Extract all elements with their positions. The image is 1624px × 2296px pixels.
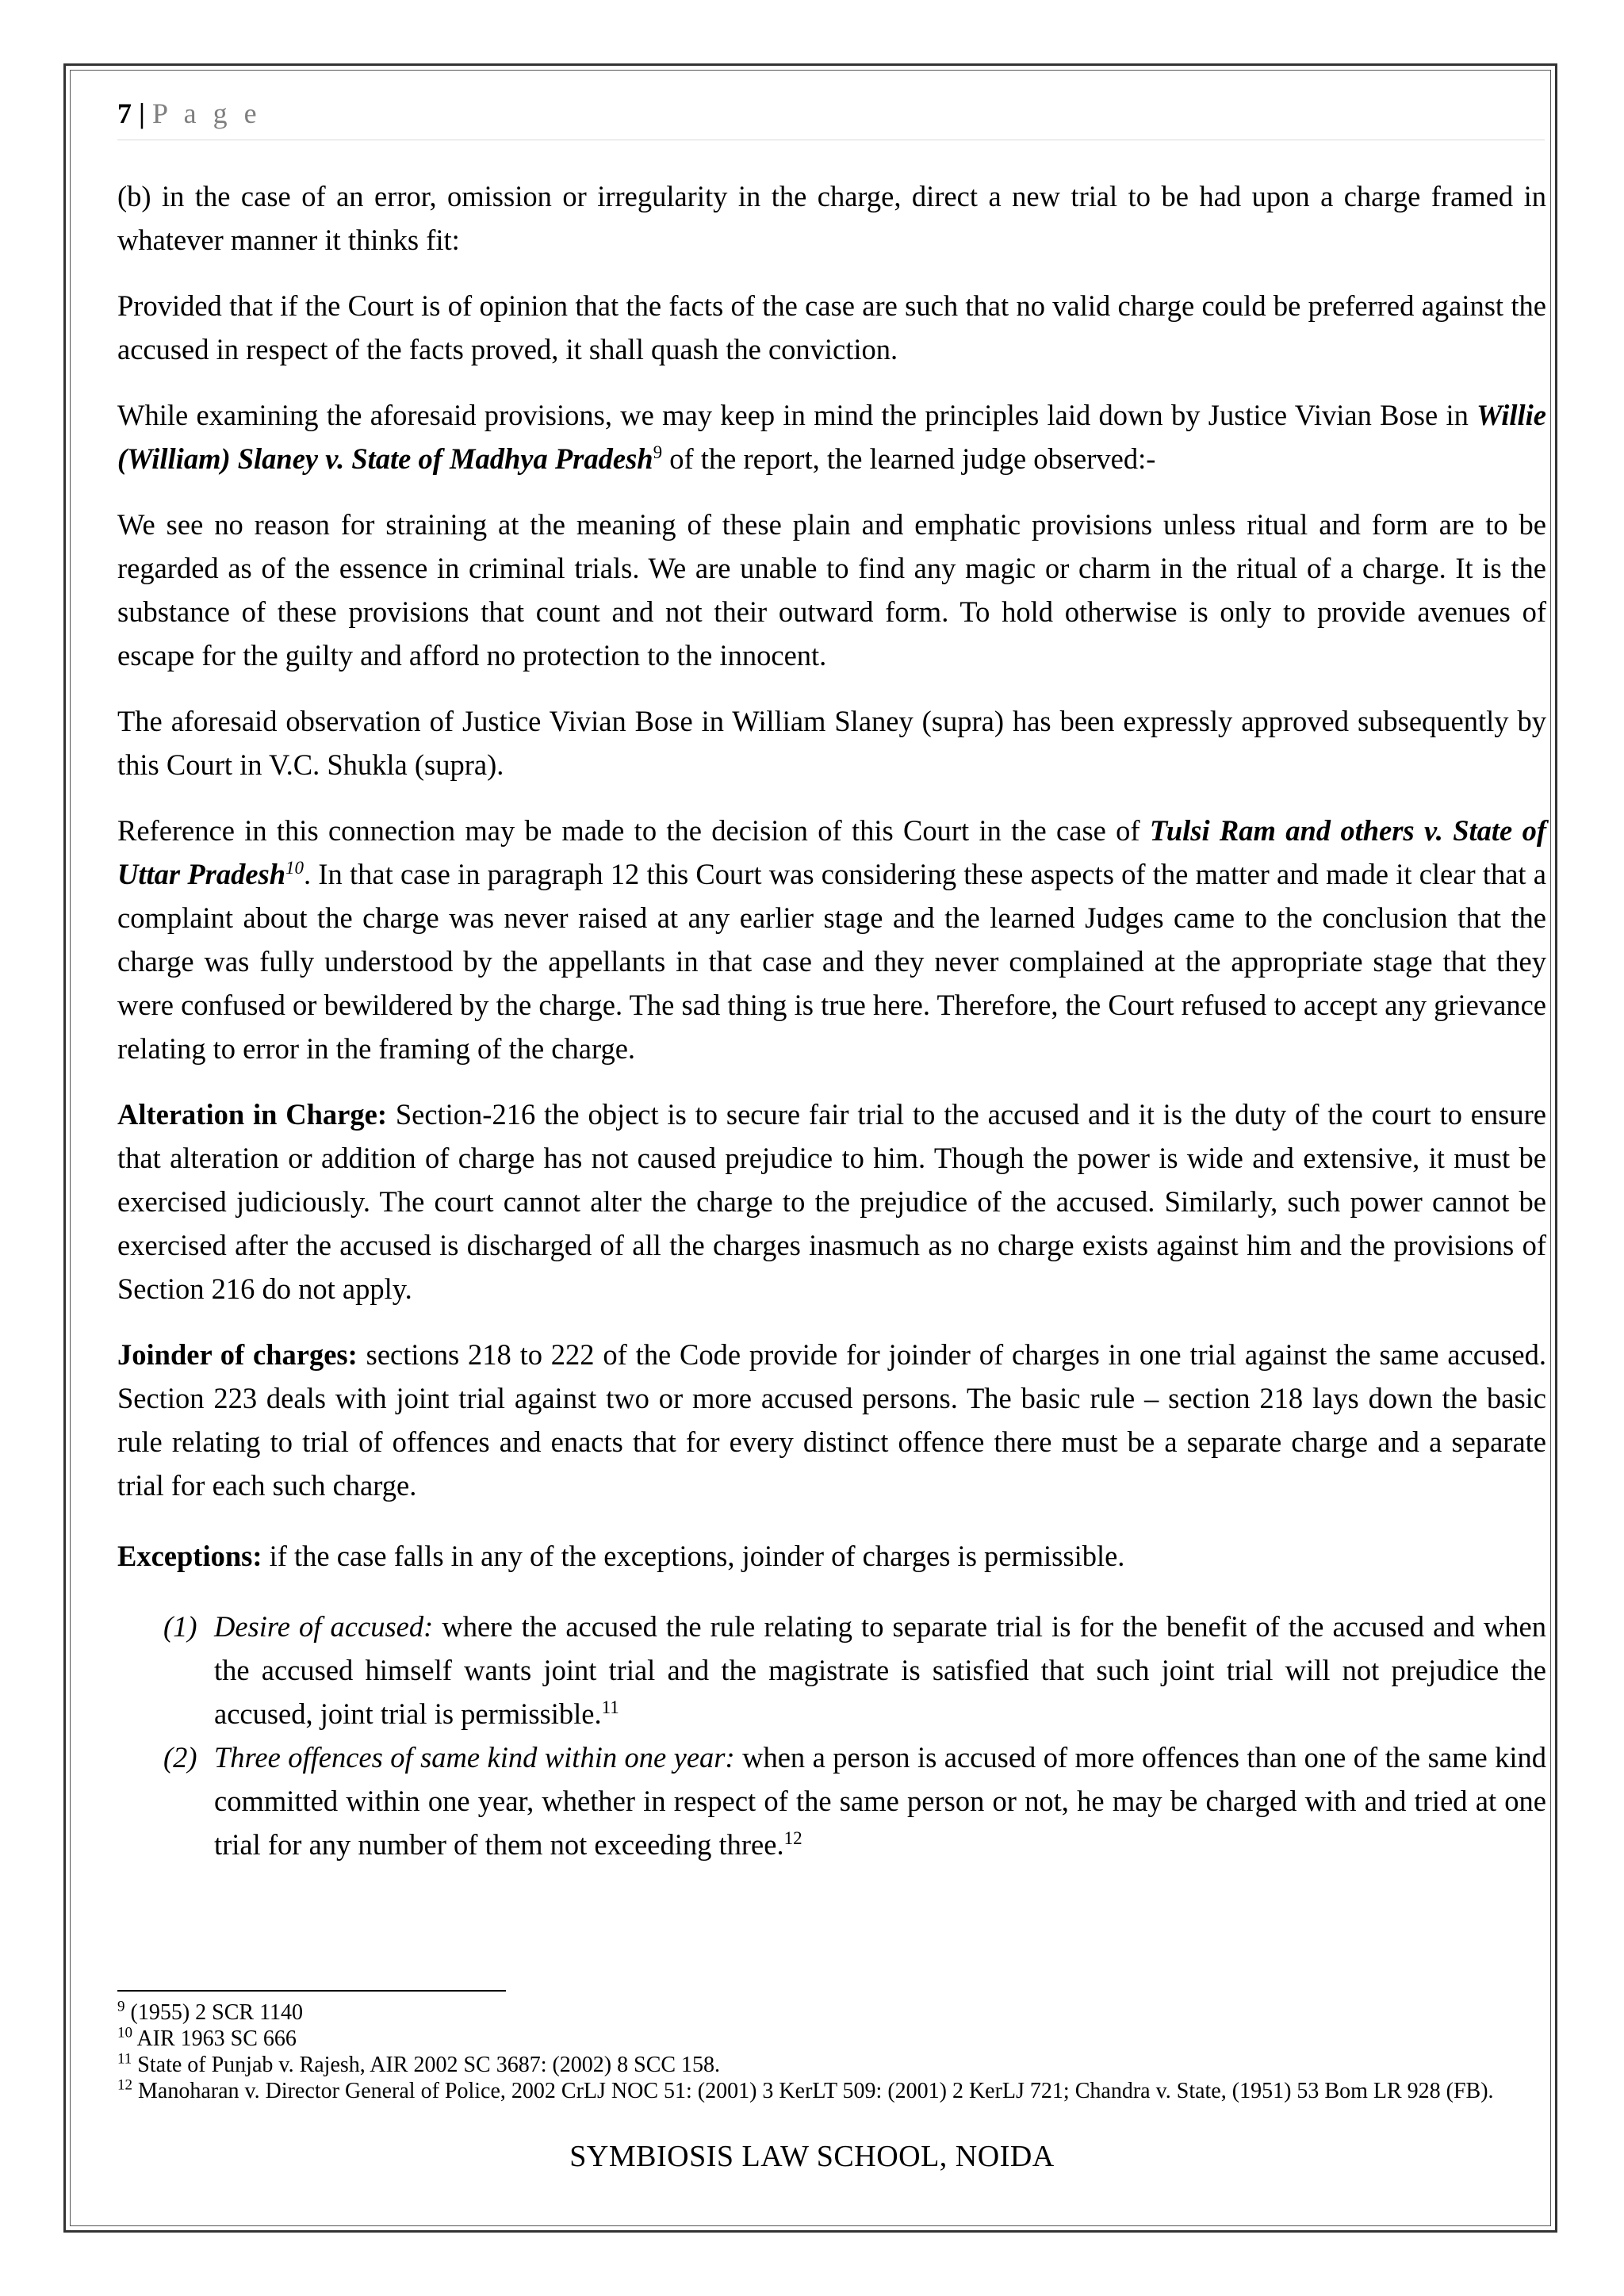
case-name-slaney: Willie (William) Slaney v. State of Madhya Pradesh — [117, 399, 1546, 475]
heading-joinder: Joinder of charges: — [117, 1338, 358, 1371]
paragraph-text: of the report, the learned judge observed:- — [662, 442, 1156, 475]
footnote-separator — [117, 1990, 506, 1992]
paragraph-alteration — [117, 1093, 1546, 1311]
footnotes — [117, 1999, 1546, 2104]
paragraph-text: sections 218 to 222 of the Code provide for joinder of charges in one trial against the same accused. Section 223 deals with joint trial against two or more accused persons. The basic rule – section 218 lays down the basic rule relating to trial of offences and enacts that for every distinct offence there must be a separate charge and a separate trial for each such charge. — [117, 1338, 1546, 1502]
footnote-text: (1955) 2 SCR 1140 — [124, 2000, 304, 2025]
paragraph-tulsi-ram — [117, 809, 1546, 1070]
footnote-text: Manoharan v. Director General of Police, 2002 CrLJ NOC 51: (2001) 3 KerLT 509: (2001) 2 KerLJ 721; Chandra v. State, (1951) 53 Bom LR 928 (FB). — [132, 2079, 1494, 2103]
page-footer: SYMBIOSIS LAW SCHOOL, NOIDA — [569, 2140, 1055, 2173]
page-number: 7 — [117, 98, 132, 129]
footnote-number: 12 — [117, 2076, 132, 2094]
paragraph-proviso: Provided that if the Court is of opinion that the facts of the case are such that no valid charge could be preferred against the accused in respect of the facts proved, it shall quash the conviction. — [117, 289, 1546, 365]
footnote — [117, 2078, 1546, 2104]
heading-exceptions: Exceptions: — [117, 1540, 262, 1572]
paragraph-text: . In that case in paragraph 12 this Court was considering these aspects of the matter and made it clear that a complaint about the charge was never raised at any earlier stage and the learned Judges came to the conclusion that the charge was fully understood by the appellants in that case and they never complained at the appropriate stage that they were confused or bewildered by the charge. The sad thing is true here. Therefore, the Court refused to accept any grievance relating to error in the framing of the charge. — [117, 858, 1546, 1065]
case-name-tulsi-ram: Tulsi Ram and others v. State of Uttar Pradesh — [117, 814, 1546, 890]
paragraph-joinder — [117, 1333, 1546, 1507]
footnote-text: AIR 1963 SC 666 — [132, 2026, 297, 2051]
footnote — [117, 1999, 1546, 2026]
paragraph-text: if the case falls in any of the exceptions, joinder of charges is permissible. — [262, 1540, 1125, 1572]
exceptions-list — [117, 1605, 1546, 1866]
page-label: P a g e — [151, 98, 262, 129]
paragraph-quote: We see no reason for straining at the meaning of these plain and emphatic provisions unless ritual and form are to be regarded as of the essence in criminal trials. We are unable to find any magic or charm in the ritual of a charge. It is the substance of these provisions that count and not their outward form. To hold otherwise is only to provide avenues of escape for the guilty and afford no protection to the innocent. — [117, 508, 1546, 672]
heading-alteration: Alteration in Charge: — [117, 1098, 387, 1131]
exception-title: Three offences of same kind within one year: — [214, 1741, 735, 1774]
footnote-number: 10 — [117, 2024, 132, 2042]
list-item — [117, 1735, 1546, 1866]
paragraph-slaney-intro — [117, 393, 1546, 480]
exception-text: where the accused the rule relating to separate trial is for the benefit of the accused and when the accused himself wants joint trial and the magistrate is satisfied that such joint trial will not prejudice the accused, joint trial is permissible. — [214, 1610, 1546, 1730]
list-item — [117, 1605, 1546, 1735]
footnote — [117, 2052, 1546, 2078]
paragraph-b-clause: (b) in the case of an error, omission or irregularity in the charge, direct a new trial to be had upon a charge framed in whatever manner it thinks fit: — [117, 180, 1546, 256]
footnote-ref-9: 9 — [653, 442, 663, 462]
footnote-ref-10: 10 — [285, 857, 304, 878]
header-separator: | — [139, 98, 145, 129]
main-content — [117, 174, 1546, 1866]
footnote — [117, 2026, 1546, 2052]
footnote-text: State of Punjab v. Rajesh, AIR 2002 SC 3687: (2002) 8 SCC 158. — [132, 2053, 721, 2077]
footnote-ref-12: 12 — [783, 1827, 802, 1848]
page-header — [117, 97, 1545, 140]
paragraph-text: Section-216 the object is to secure fair trial to the accused and it is the duty of the court to ensure that alteration or addition of charge has not caused prejudice to him. Though the power is wide and extensive, it must be exercised judiciously. The court cannot alter the charge to the prejudice of the accused. Similarly, such power cannot be exercised after the accused is discharged of all the charges inasmuch as no charge exists against him and the provisions of Section 216 do not apply. — [117, 1098, 1546, 1305]
footnote-number: 11 — [117, 2050, 132, 2068]
paragraph-text: While examining the aforesaid provisions, we may keep in mind the principles laid down by Justice Vivian Bose in — [117, 399, 1477, 431]
list-marker: (2) — [163, 1741, 197, 1774]
paragraph-exceptions — [117, 1534, 1546, 1578]
exception-title: Desire of accused: — [214, 1610, 434, 1643]
footnote-number: 9 — [117, 1998, 125, 2015]
paragraph-text: Reference in this connection may be made to the decision of this Court in the case of — [117, 814, 1150, 847]
exception-text: when a person is accused of more offences than one of the same kind committed within one year, whether in respect of the same person or not, he may be charged with and tried at one trial for any number of them not exceeding three. — [214, 1741, 1546, 1861]
paragraph-approval: The aforesaid observation of Justice Vivian Bose in William Slaney (supra) has been expressly approved subsequently by this Court in V.C. Shukla (supra). — [117, 705, 1546, 781]
list-marker: (1) — [163, 1610, 197, 1643]
footnote-ref-11: 11 — [601, 1697, 619, 1717]
